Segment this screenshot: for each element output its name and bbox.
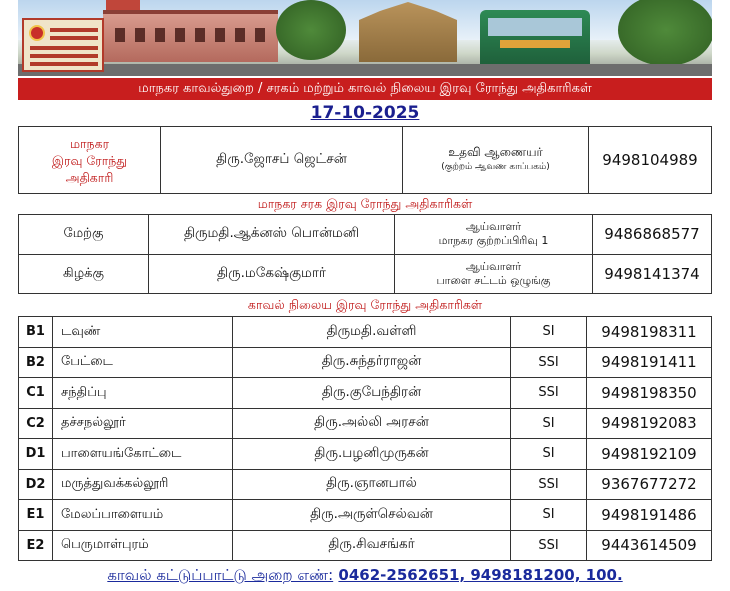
range-officers-table xyxy=(18,214,712,294)
city-officer-name: திரு.ஜோசப் ஜெட்சன் xyxy=(161,127,403,194)
range-officer-phone: 9486868577 xyxy=(593,215,712,255)
station-name: பாளையங்கோட்டை xyxy=(53,439,233,470)
officer-name: திரு.பழனிமுருகன் xyxy=(233,439,511,470)
station-code: C2 xyxy=(19,408,53,439)
city-officer-designation: உதவி ஆணையர் (குற்றம் ஆவண காப்பகம்) xyxy=(403,127,589,194)
officer-rank: SI xyxy=(511,439,587,470)
station-name: பெருமாள்புரம் xyxy=(53,530,233,561)
city-officer-phone: 9498104989 xyxy=(589,127,712,194)
table-row xyxy=(19,378,712,409)
station-section-title: காவல் நிலைய இரவு ரோந்து அதிகாரிகள் xyxy=(247,297,483,312)
officer-name: திரு.அல்லி அரசன் xyxy=(233,408,511,439)
range-officer-phone: 9498141374 xyxy=(593,254,712,294)
station-name: பேட்டை xyxy=(53,347,233,378)
officer-name: திரு.சிவசங்கர் xyxy=(233,530,511,561)
station-code: C1 xyxy=(19,378,53,409)
page-title: மாநகர காவல்துறை / சரகம் மற்றும் காவல் நிலைய இரவு ரோந்து அதிகாரிகள் xyxy=(18,78,712,100)
control-room-numbers: 0462-2562651, 9498181200, 100. xyxy=(338,566,623,584)
station-code: D1 xyxy=(19,439,53,470)
duty-date: 17-10-2025 xyxy=(310,103,420,123)
station-code: B1 xyxy=(19,317,53,348)
officer-rank: SSI xyxy=(511,469,587,500)
station-officers-table xyxy=(18,316,712,561)
control-room-label: காவல் கட்டுப்பாட்டு அறை எண்: xyxy=(107,566,334,584)
control-room-footer xyxy=(0,566,730,586)
officer-name: திரு.அருள்செல்வன் xyxy=(233,500,511,531)
station-name: டவுண் xyxy=(53,317,233,348)
table-row xyxy=(19,530,712,561)
table-row xyxy=(19,439,712,470)
city-officer-table xyxy=(18,126,712,194)
station-name: மேலப்பாளையம் xyxy=(53,500,233,531)
station-signboard xyxy=(22,18,104,72)
officer-phone: 9498192109 xyxy=(587,439,712,470)
header-banner-image xyxy=(18,0,712,76)
officer-rank: SI xyxy=(511,317,587,348)
range-officer-designation: ஆய்வாளர் மாநகர குற்றப்பிரிவு 1 xyxy=(395,215,593,255)
officer-rank: SSI xyxy=(511,530,587,561)
range-area: மேற்கு xyxy=(19,215,149,255)
officer-phone: 9367677272 xyxy=(587,469,712,500)
station-name: மருத்துவக்கல்லூரி xyxy=(53,469,233,500)
range-officer-designation: ஆய்வாளர் பாளை சட்டம் ஒழுங்கு xyxy=(395,254,593,294)
city-officer-role: மாநகர இரவு ரோந்து அதிகாரி xyxy=(19,127,161,194)
officer-phone: 9498192083 xyxy=(587,408,712,439)
range-officer-name: திருமதி.ஆக்னஸ் பொன்மனி xyxy=(149,215,395,255)
station-name: சந்திப்பு xyxy=(53,378,233,409)
officer-name: திருமதி.வள்ளி xyxy=(233,317,511,348)
station-code: B2 xyxy=(19,347,53,378)
officer-phone: 9498191486 xyxy=(587,500,712,531)
officer-name: திரு.ஞானபால் xyxy=(233,469,511,500)
officer-phone: 9498191411 xyxy=(587,347,712,378)
table-row xyxy=(19,347,712,378)
table-row xyxy=(19,469,712,500)
table-row xyxy=(19,317,712,348)
officer-rank: SI xyxy=(511,500,587,531)
officer-name: திரு.குபேந்திரன் xyxy=(233,378,511,409)
officer-name: திரு.சுந்தர்ராஜன் xyxy=(233,347,511,378)
officer-rank: SSI xyxy=(511,378,587,409)
table-row xyxy=(19,215,712,255)
station-code: E1 xyxy=(19,500,53,531)
table-row xyxy=(19,254,712,294)
station-name: தச்சநல்லூர் xyxy=(53,408,233,439)
station-code: D2 xyxy=(19,469,53,500)
officer-phone: 9498198350 xyxy=(587,378,712,409)
range-area: கிழக்கு xyxy=(19,254,149,294)
table-row xyxy=(19,500,712,531)
officer-phone: 9443614509 xyxy=(587,530,712,561)
table-row xyxy=(19,408,712,439)
range-section-title: மாநகர சரக இரவு ரோந்து அதிகாரிகள் xyxy=(257,196,473,211)
station-code: E2 xyxy=(19,530,53,561)
officer-rank: SI xyxy=(511,408,587,439)
range-officer-name: திரு.மகேஷ்குமார் xyxy=(149,254,395,294)
officer-rank: SSI xyxy=(511,347,587,378)
officer-phone: 9498198311 xyxy=(587,317,712,348)
